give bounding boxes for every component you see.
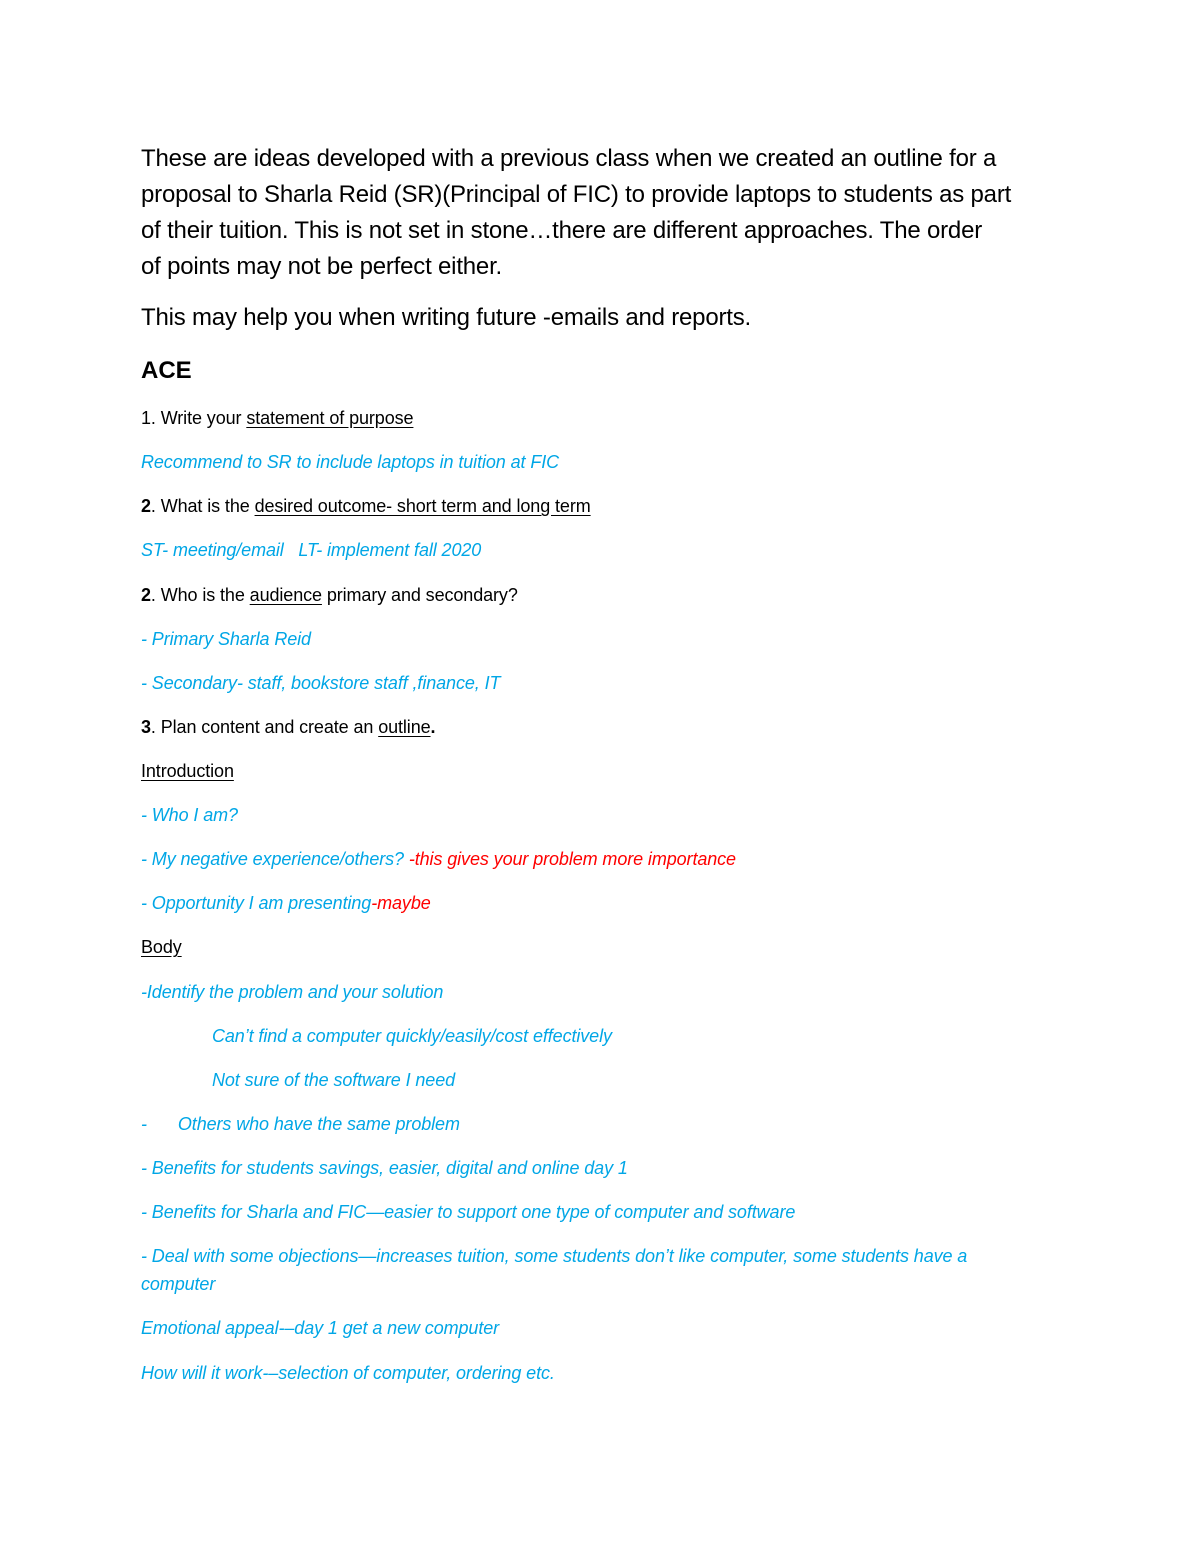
body-others — [141, 1114, 460, 1135]
step-2-audience-after: primary and secondary? — [321, 585, 518, 605]
body-sub-1: Can’t find a computer quickly/easily/cost effectively — [212, 1026, 612, 1046]
step-2-outcome-underlined: desired outcome- short term and long term — [254, 496, 591, 516]
body-identify: -Identify the problem and your solution — [141, 982, 444, 1002]
step-2-audience — [141, 585, 518, 606]
introduction-label: Introduction — [141, 761, 234, 781]
introduction-item-2 — [141, 849, 736, 870]
audience-primary: - Primary Sharla Reid — [141, 629, 311, 649]
step-1-number: 1 — [141, 408, 151, 428]
audience-secondary: - Secondary- staff, bookstore staff ,finance, IT — [141, 673, 501, 693]
body-benefits-students: - Benefits for students savings, easier, digital and online day 1 — [141, 1158, 628, 1178]
intro-note: This may help you when writing future -emails and reports. — [141, 304, 752, 331]
step-3-underlined: outline — [378, 717, 431, 737]
body-how: How will it work-–selection of computer, ordering etc. — [141, 1363, 555, 1383]
intro-line-1: These are ideas developed with a previous class when we created an outline for a — [141, 145, 997, 172]
intro-line-2: proposal to Sharla Reid (SR)(Principal of FIC) to provide laptops to students as part — [141, 181, 1012, 208]
step-1-answer: Recommend to SR to include laptops in tuition at FIC — [141, 452, 560, 472]
intro-line-4: of points may not be perfect either. — [141, 253, 503, 280]
body-objections-line-1: - Deal with some objections—increases tuition, some students don’t like computer, some students have a — [141, 1246, 968, 1266]
intro-line-3: of their tuition. This is not set in stone…there are different approaches. The order — [141, 217, 983, 244]
step-3-after: . — [430, 717, 436, 737]
introduction-item-3-blue: - Opportunity I am presenting — [141, 893, 372, 913]
step-3-text: . Plan content and create an — [150, 717, 379, 737]
introduction-item-2-blue: - My negative experience/others? — [141, 849, 409, 869]
step-3-number: 3 — [141, 717, 151, 737]
body-others-dash: - — [141, 1114, 147, 1134]
step-2-outcome — [141, 496, 591, 517]
body-benefits-fic: - Benefits for Sharla and FIC—easier to support one type of computer and software — [141, 1202, 796, 1222]
introduction-item-3 — [141, 893, 431, 914]
step-2-audience-number: 2 — [141, 585, 151, 605]
introduction-item-2-red: -this gives your problem more importance — [408, 849, 736, 869]
ace-heading: ACE — [141, 357, 192, 384]
body-sub-2: Not sure of the software I need — [212, 1070, 456, 1090]
body-objections-line-2: computer — [141, 1274, 216, 1294]
step-3 — [141, 717, 435, 738]
step-1-text: . Write your — [150, 408, 247, 428]
body-label: Body — [141, 937, 182, 957]
introduction-item-1: - Who I am? — [141, 805, 238, 825]
step-2-outcome-number: 2 — [141, 496, 151, 516]
step-2-outcome-text: . What is the — [150, 496, 255, 516]
step-2-audience-underlined: audience — [249, 585, 322, 605]
step-1 — [141, 408, 413, 429]
body-others-text: Others who have the same problem — [177, 1114, 460, 1134]
step-1-underlined: statement of purpose — [246, 408, 414, 428]
body-emotional: Emotional appeal-–day 1 get a new computer — [141, 1318, 500, 1338]
step-2-audience-text: . Who is the — [150, 585, 250, 605]
step-2-outcome-answer: ST- meeting/email LT- implement fall 2020 — [141, 540, 482, 560]
introduction-item-3-red: -maybe — [371, 893, 431, 913]
